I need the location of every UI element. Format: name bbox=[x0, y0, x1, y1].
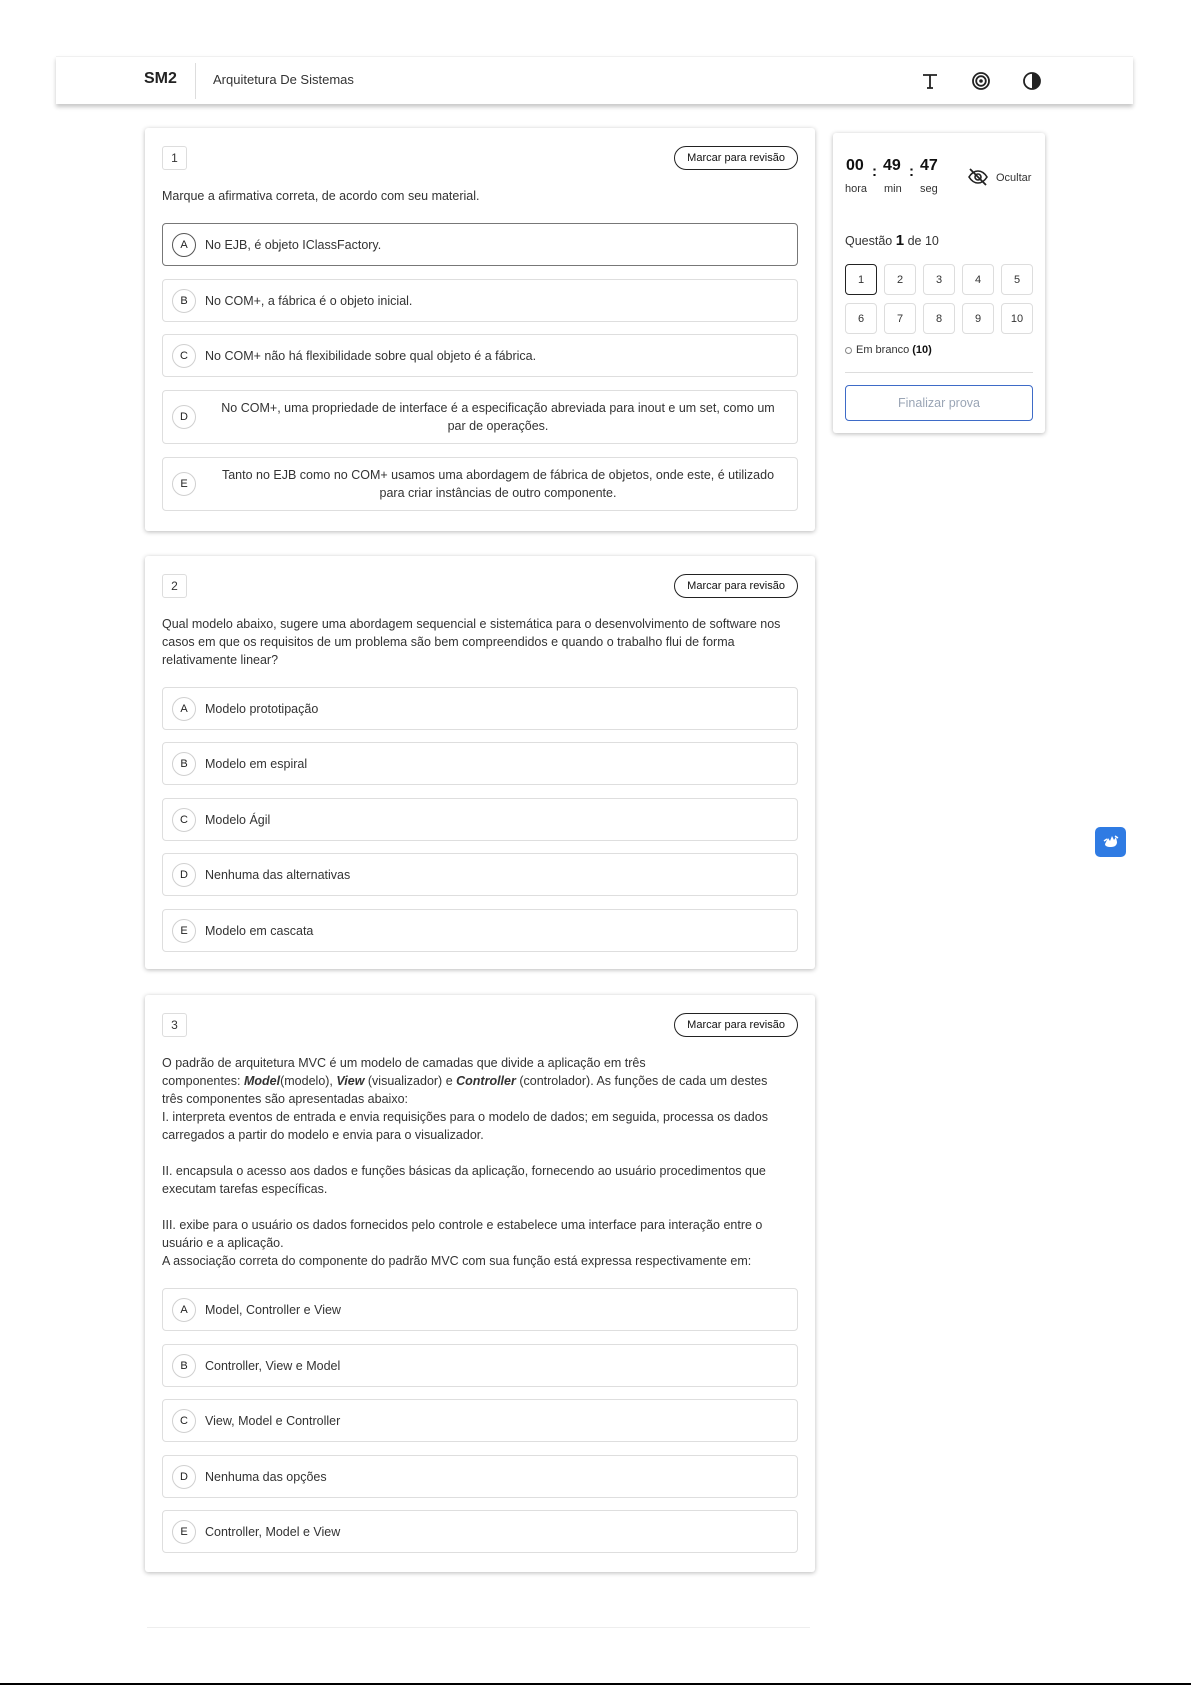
option-text: Nenhuma das opções bbox=[205, 1470, 327, 1484]
font-size-icon[interactable] bbox=[918, 69, 942, 93]
option-letter: E bbox=[172, 472, 196, 496]
option-letter: C bbox=[172, 344, 196, 368]
option-a[interactable] bbox=[162, 687, 798, 730]
timer-separator: : bbox=[872, 163, 877, 180]
option-text: Modelo em cascata bbox=[205, 924, 314, 938]
option-b[interactable] bbox=[162, 1344, 798, 1387]
option-letter: B bbox=[172, 289, 196, 313]
option-text: Modelo prototipação bbox=[205, 702, 319, 716]
question-card-3 bbox=[145, 995, 815, 1572]
option-text: Modelo em espiral bbox=[205, 757, 308, 771]
option-text: No EJB, é objeto IClassFactory. bbox=[205, 238, 382, 252]
option-text: Controller, Model e View bbox=[205, 1525, 341, 1539]
question-nav-button[interactable]: 10 bbox=[1001, 303, 1033, 334]
header-divider bbox=[195, 63, 196, 99]
option-letter: C bbox=[172, 1409, 196, 1433]
option-e[interactable] bbox=[162, 909, 798, 952]
option-letter: E bbox=[172, 1520, 196, 1544]
option-b[interactable] bbox=[162, 742, 798, 785]
timer-hours-label: hora bbox=[845, 183, 868, 195]
option-letter: B bbox=[172, 1354, 196, 1378]
course-title: Arquitetura De Sistemas bbox=[213, 72, 354, 87]
option-letter: D bbox=[172, 1465, 196, 1489]
question-nav-button[interactable]: 7 bbox=[884, 303, 916, 334]
option-letter: D bbox=[172, 405, 196, 429]
question-text: Qual modelo abaixo, sugere uma abordagem sequencial e sistemática para o desenvolvimento de software nos casos em que os requisitos de um problema são bem compreendidos e quando o trabalho flui de forma relativamente linear? bbox=[162, 617, 781, 667]
option-text: Tanto no EJB como no COM+ usamos uma abordagem de fábrica de objetos, onde este, é utilizado para criar instâncias de outro componente. bbox=[221, 468, 775, 500]
question-nav-button[interactable]: 9 bbox=[962, 303, 994, 334]
option-text: No COM+, uma propriedade de interface é a especificação abreviada para inout e um set, como um par de operações. bbox=[221, 401, 775, 433]
option-letter: B bbox=[172, 752, 196, 776]
option-letter: A bbox=[172, 697, 196, 721]
question-functions-line: três componentes são apresentadas abaixo: bbox=[162, 1092, 408, 1106]
question-number: 2 bbox=[162, 574, 187, 598]
contrast-icon[interactable] bbox=[1020, 69, 1044, 93]
option-c[interactable] bbox=[162, 334, 798, 377]
timer-seconds-label: seg bbox=[920, 183, 938, 195]
timer-minutes: 49 bbox=[883, 157, 901, 174]
option-letter: D bbox=[172, 863, 196, 887]
question-nav-button[interactable]: 5 bbox=[1001, 264, 1033, 295]
option-e[interactable] bbox=[162, 1510, 798, 1553]
option-c[interactable] bbox=[162, 1399, 798, 1442]
option-d[interactable] bbox=[162, 1455, 798, 1498]
question-intro: O padrão de arquitetura MVC é um modelo de camadas que divide a aplicação em três bbox=[162, 1056, 646, 1070]
sign-language-icon[interactable] bbox=[1095, 827, 1126, 857]
option-text: Modelo Ágil bbox=[205, 813, 271, 827]
eye-off-icon[interactable] bbox=[967, 166, 989, 188]
option-text: No COM+, a fábrica é o objeto inicial. bbox=[205, 294, 413, 308]
option-text: Controller, View e Model bbox=[205, 1359, 341, 1373]
sidebar-divider bbox=[845, 372, 1033, 373]
question-nav-button[interactable]: 1 bbox=[845, 264, 877, 295]
option-a[interactable] bbox=[162, 1288, 798, 1331]
question-nav-button[interactable]: 8 bbox=[923, 303, 955, 334]
exam-sidebar bbox=[833, 133, 1045, 433]
question-text: Marque a afirmativa correta, de acordo com seu material. bbox=[162, 189, 480, 203]
option-a[interactable] bbox=[162, 223, 798, 266]
question-counter: Questão 1 de 10 bbox=[845, 232, 939, 249]
circle-icon bbox=[845, 347, 852, 354]
mark-for-review-button[interactable]: Marcar para revisão bbox=[674, 574, 798, 598]
option-letter: E bbox=[172, 919, 196, 943]
option-b[interactable] bbox=[162, 279, 798, 322]
mark-for-review-button[interactable]: Marcar para revisão bbox=[674, 146, 798, 170]
question-number: 3 bbox=[162, 1013, 187, 1037]
question-nav-button[interactable]: 6 bbox=[845, 303, 877, 334]
question-nav-button[interactable]: 2 bbox=[884, 264, 916, 295]
option-d[interactable] bbox=[162, 853, 798, 896]
timer-seconds: 47 bbox=[920, 157, 938, 174]
option-text: Model, Controller e View bbox=[205, 1303, 341, 1317]
blank-legend: Em branco (10) bbox=[845, 344, 932, 356]
question-closing: A associação correta do componente do padrão MVC com sua função está expressa respectivamente em: bbox=[162, 1254, 752, 1268]
question-item-1: I. interpreta eventos de entrada e envia requisições para o modelo de dados; em seguida, processa os dados carregados a partir do modelo e envia para o visualizador. bbox=[162, 1110, 768, 1142]
footer-divider bbox=[147, 1627, 810, 1628]
option-d[interactable] bbox=[162, 390, 798, 444]
option-letter: C bbox=[172, 808, 196, 832]
mark-for-review-button[interactable]: Marcar para revisão bbox=[674, 1013, 798, 1037]
question-text bbox=[162, 1054, 798, 1270]
option-c[interactable] bbox=[162, 798, 798, 841]
question-number: 1 bbox=[162, 146, 187, 170]
question-card-1 bbox=[145, 128, 815, 531]
question-components-line: componentes: Model(modelo), View (visualizador) e Controller (controlador). As funções de cada um destes bbox=[162, 1074, 768, 1088]
question-item-2: II. encapsula o acesso aos dados e funções básicas da aplicação, fornecendo ao usuário procedimentos que executam tarefas específicas. bbox=[162, 1164, 766, 1196]
option-letter: A bbox=[172, 1298, 196, 1322]
top-header bbox=[56, 56, 1133, 104]
option-text: No COM+ não há flexibilidade sobre qual objeto é a fábrica. bbox=[205, 349, 537, 363]
option-letter: A bbox=[172, 233, 196, 257]
timer-minutes-label: min bbox=[884, 183, 902, 195]
timer-separator: : bbox=[909, 163, 914, 180]
question-nav-button[interactable]: 4 bbox=[962, 264, 994, 295]
finish-exam-button[interactable]: Finalizar prova bbox=[845, 385, 1033, 421]
focus-target-icon[interactable] bbox=[969, 69, 993, 93]
option-e[interactable] bbox=[162, 457, 798, 511]
brand-logo: SM2 bbox=[144, 70, 177, 87]
question-card-2 bbox=[145, 556, 815, 969]
option-text: Nenhuma das alternativas bbox=[205, 868, 351, 882]
question-item-3: III. exibe para o usuário os dados fornecidos pelo controle e estabelece uma interface para interação entre o usuário e a aplicação. bbox=[162, 1218, 763, 1250]
timer-hours: 00 bbox=[846, 157, 864, 174]
option-text: View, Model e Controller bbox=[205, 1414, 341, 1428]
question-nav-button[interactable]: 3 bbox=[923, 264, 955, 295]
hide-timer-button[interactable]: Ocultar bbox=[996, 172, 1032, 184]
